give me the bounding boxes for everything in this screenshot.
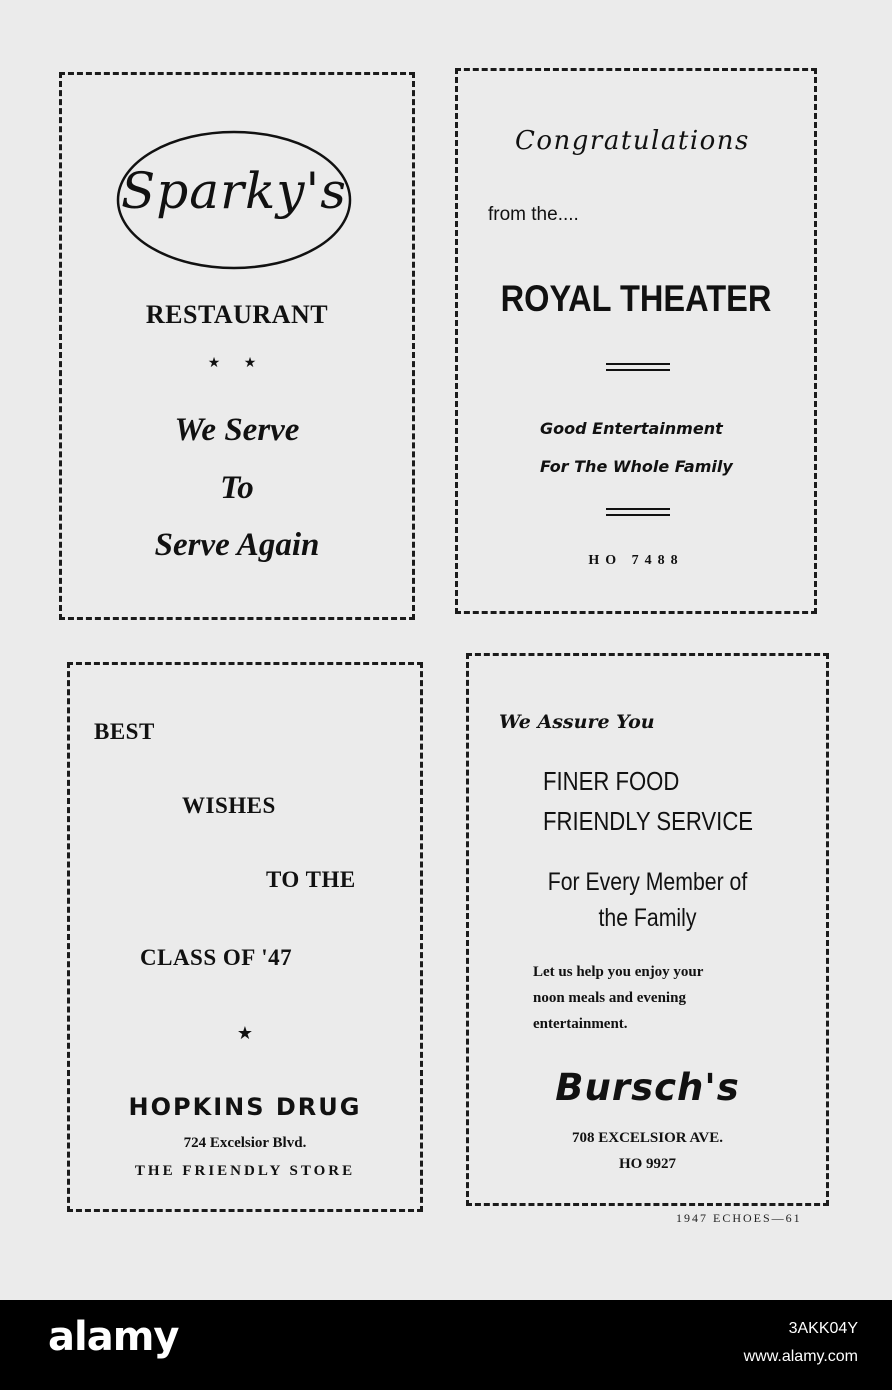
slogan-line-1: We Serve [174,412,300,448]
congratulations-heading: Congratulations [515,126,750,156]
logo-text: Sparky's [121,162,347,220]
alamy-url-text: www.alamy.com [743,1348,858,1365]
help-line-2: noon meals and evening [533,990,686,1006]
double-rule-top [606,363,670,371]
finer-food-text: FINER FOOD [543,766,680,796]
help-line-3: entertainment. [533,1016,628,1032]
burschs-title: Bursch's [555,1066,740,1109]
hopkins-address: 724 Excelsior Blvd. [183,1135,307,1151]
bursch-address: 708 EXCELSIOR AVE. [571,1130,724,1146]
member-line-2: the Family [598,904,697,932]
image-id-text: 3AKK04Y [788,1320,858,1337]
from-the-text: from the.... [488,204,579,225]
ad-sparkys [59,72,415,620]
slogan-line-2: To [220,470,254,506]
restaurant-label: RESTAURANT [145,300,329,329]
best-text: BEST [94,719,155,744]
entertainment-line-2: For The Whole Family [540,457,733,476]
help-line-1: Let us help you enjoy your [533,964,704,980]
slogan-line-3: Serve Again [154,527,320,563]
star-icon: ★ [236,1023,254,1043]
royal-theater-title: ROYAL THEATER [500,278,772,319]
double-rule-bottom [606,508,670,516]
wishes-text: WISHES [182,793,276,818]
we-assure-you-heading: We Assure You [499,711,655,733]
royal-phone: HO 7488 [588,553,684,568]
alamy-logo: alamy [48,1314,179,1360]
ad-royal-theater [455,68,817,614]
sparkys-logo [114,126,354,274]
ad-hopkins-drug [67,662,423,1212]
member-line-1: For Every Member of [547,868,748,896]
hopkins-drug-title: HOPKINS DRUG [128,1093,362,1121]
stock-watermark-bar [0,1300,892,1390]
ad-burschs [466,653,829,1206]
entertainment-line-1: Good Entertainment [540,419,723,438]
friendly-service-text: FRIENDLY SERVICE [543,806,754,836]
hopkins-tagline: THE FRIENDLY STORE [134,1163,356,1179]
bursch-phone: HO 9927 [618,1156,677,1172]
stars-decoration: ★ ★ [207,356,267,371]
class-text: CLASS OF '47 [140,945,293,970]
page-footer: 1947 ECHOES—61 [676,1211,802,1225]
to-the-text: TO THE [266,867,356,892]
